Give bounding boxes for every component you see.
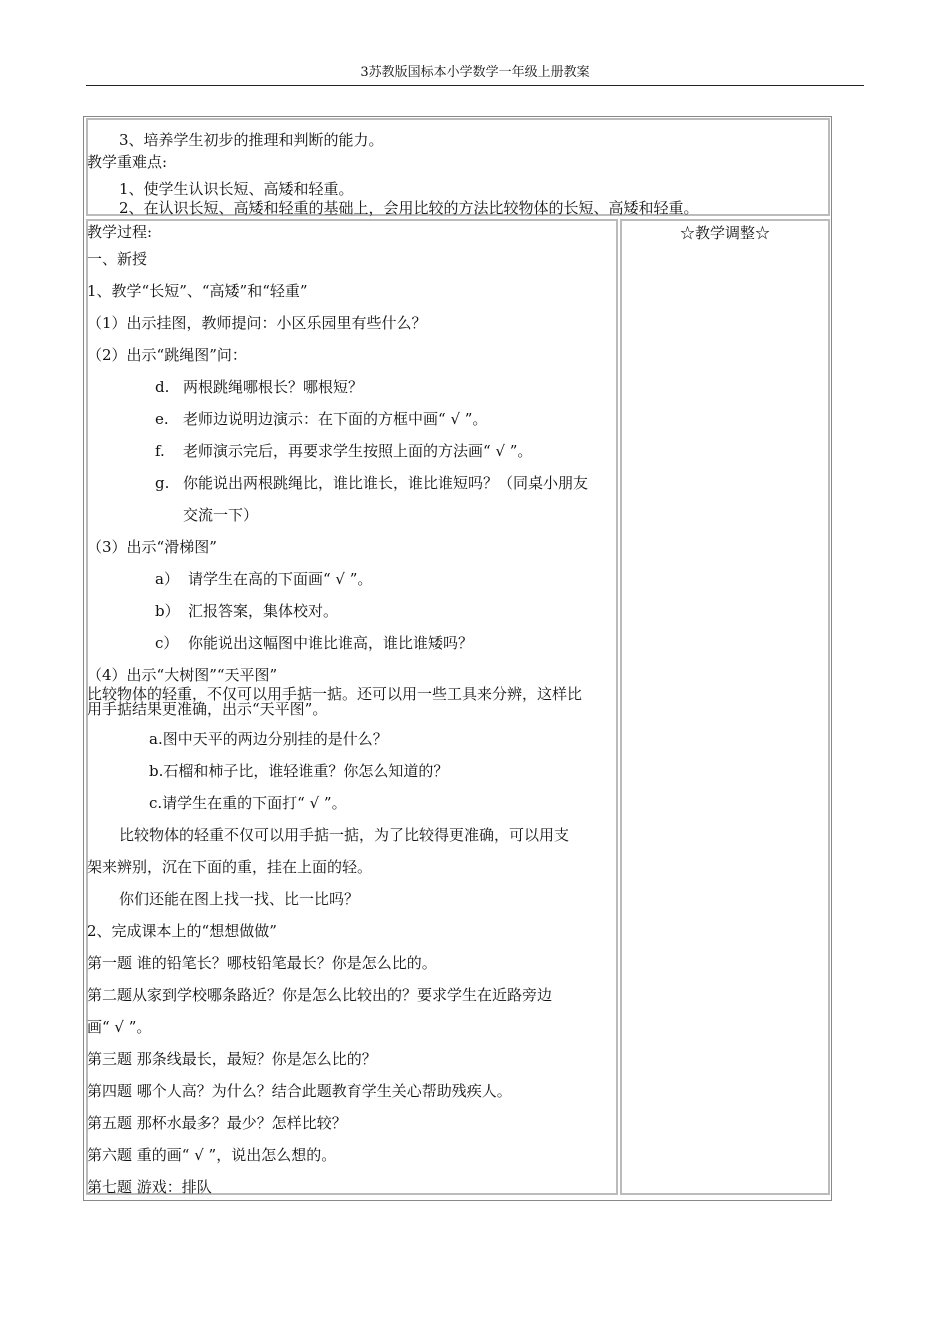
item-g-text-cont: 交流一下）: [183, 506, 259, 524]
item-g-marker: g.: [155, 474, 170, 492]
item-c-marker: c）: [155, 634, 179, 652]
adjustment-title: ☆教学调整☆: [679, 224, 770, 242]
weight-intro-line-2: 用手掂结果更准确，出示“天平图”。: [87, 700, 328, 718]
item-d-marker: d.: [155, 378, 170, 396]
item-b-text: 汇报答案，集体校对。: [188, 602, 339, 620]
balance-item-c: c.请学生在重的下面打“ √ ”。: [149, 794, 347, 812]
item-a-text: 请学生在高的下面画“ √ ”。: [188, 570, 373, 588]
item-e-marker: e.: [155, 410, 169, 428]
exercise-6: 第六题 重的画“ √ ”，说出怎么想的。: [87, 1146, 337, 1164]
section-new-lesson: 一、新授: [87, 250, 148, 268]
item-a-marker: a）: [155, 570, 179, 588]
balance-item-b: b.石榴和柿子比，谁轻谁重？你怎么知道的？: [149, 762, 449, 780]
exercise-2: 第二题从家到学校哪条路近？你是怎么比较出的？要求学生在近路旁边: [87, 986, 553, 1004]
exercise-4: 第四题 哪个人高？为什么？结合此题教育学生关心帮助残疾人。: [87, 1082, 512, 1100]
summary-line-1: 比较物体的轻重不仅可以用手掂一掂，为了比较得更准确，可以用支: [119, 826, 570, 844]
weight-intro-line-1: 比较物体的轻重，不仅可以用手掂一掂。还可以用一些工具来分辨，这样比: [87, 685, 583, 703]
key-point-2: 2、在认识长短、高矮和轻重的基础上，会用比较的方法比较物体的长短、高矮和轻重。: [119, 199, 699, 217]
exercise-5: 第五题 那杯水最多？最少？怎样比较？: [87, 1114, 347, 1132]
exercise-2-cont: 画“ √ ”。: [87, 1018, 152, 1036]
key-points-heading: 教学重难点:: [87, 153, 168, 171]
page-header: 3苏教版国标本小学数学一年级上册教案: [360, 65, 590, 80]
item-e-text: 老师边说明边演示：在下面的方框中画“ √ ”。: [183, 410, 488, 428]
adjustment-cell: [620, 219, 830, 1195]
find-compare-line: 你们还能在图上找一找、比一比吗？: [119, 890, 360, 908]
item-f-marker: f.: [155, 442, 165, 460]
process-heading: 教学过程:: [87, 223, 153, 241]
step-2-title: 2、完成课本上的“想想做做”: [87, 922, 277, 940]
exercise-3: 第三题 那条线最长，最短？你是怎么比的？: [87, 1050, 377, 1068]
key-point-1: 1、使学生认识长短、高矮和轻重。: [119, 180, 354, 198]
objective-3: 3、培养学生初步的推理和判断的能力。: [119, 131, 384, 149]
step-1-2: （2）出示“跳绳图”问：: [87, 346, 247, 364]
exercise-1: 第一题 谁的铅笔长？哪枝铅笔最长？你是怎么比的。: [87, 954, 437, 972]
step-1-3: （3）出示“滑梯图”: [87, 538, 217, 556]
step-1-1: （1）出示挂图，教师提问：小区乐园里有些什么？: [87, 314, 427, 332]
item-c-text: 你能说出这幅图中谁比谁高，谁比谁矮吗？: [188, 634, 474, 652]
exercise-7: 第七题 游戏：排队: [87, 1178, 212, 1196]
item-f-text: 老师演示完后，再要求学生按照上面的方法画“ √ ”。: [183, 442, 533, 460]
item-d-text: 两根跳绳哪根长？哪根短？: [183, 378, 364, 396]
summary-line-2: 架来辨别，沉在下面的重，挂在上面的轻。: [87, 858, 373, 876]
header-rule: [86, 85, 864, 86]
item-b-marker: b）: [155, 602, 180, 620]
step-1-4: （4）出示“大树图”“天平图”: [87, 666, 278, 684]
step-1-title: 1、教学“长短”、“高矮”和“轻重”: [87, 282, 308, 300]
item-g-text: 你能说出两根跳绳比，谁比谁长，谁比谁短吗？（同桌小朋友: [183, 474, 589, 492]
balance-item-a: a.图中天平的两边分别挂的是什么？: [149, 730, 388, 748]
